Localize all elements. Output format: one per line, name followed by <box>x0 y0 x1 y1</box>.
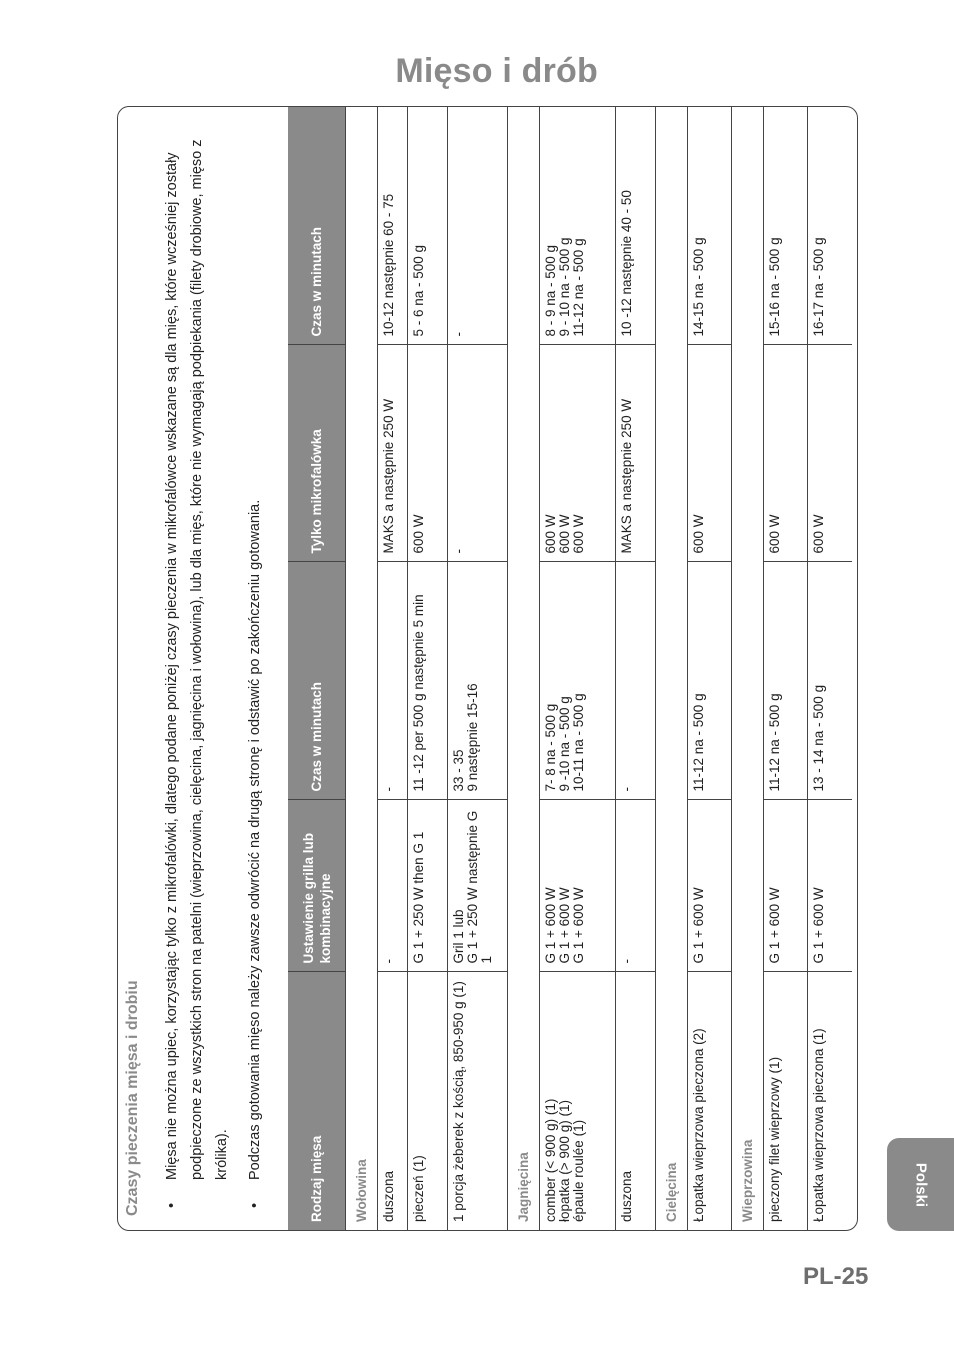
header-grill-time: Czas w minutach <box>288 562 346 800</box>
cell-grill-time: - <box>616 562 656 800</box>
cell-meat-type: duszona <box>616 972 656 1230</box>
cell-grill-time: 11-12 na - 500 g <box>764 562 808 800</box>
category-row <box>508 107 540 1230</box>
cooking-times-box <box>117 106 858 1231</box>
cell-grill-setting: Gril 1 lub G 1 + 250 W następnie G 1 <box>448 800 508 972</box>
table-row <box>764 107 808 1230</box>
table-row <box>540 107 616 1230</box>
cell-microwave-time: 5 - 6 na - 500 g <box>408 107 448 345</box>
cell-microwave-power: 600 W <box>408 345 448 562</box>
cell-microwave-power: 600 W <box>688 345 732 562</box>
cell-grill-time: - <box>378 562 408 800</box>
category-label: Wieprzowina <box>732 107 764 1230</box>
bullet-dot: • <box>247 1202 263 1208</box>
cell-microwave-time: 15-16 na - 500 g <box>764 107 808 345</box>
cell-meat-type: pieczeń (1) <box>408 972 448 1230</box>
cell-microwave-power: 600 W <box>764 345 808 562</box>
table-row <box>808 107 852 1230</box>
cell-grill-time: 7- 8 na - 500 g 9 -10 na - 500 g 10-11 na - 500 g <box>540 562 616 800</box>
cell-microwave-power: - <box>448 345 508 562</box>
cell-microwave-time: 14-15 na - 500 g <box>688 107 732 345</box>
table-row <box>378 107 408 1230</box>
cell-grill-setting: G 1 + 600 W <box>808 800 852 972</box>
bullet-dot: • <box>164 1202 180 1208</box>
category-row <box>732 107 764 1230</box>
header-meat-type: Rodzaj mięsa <box>288 972 346 1230</box>
table-row <box>616 107 656 1230</box>
bullet-text: Podczas gotowania mięso należy zawsze odwrócić na drugą stronę i odstawić po zakończeniu gotowania. <box>247 499 263 1180</box>
cell-grill-setting: G 1 + 600 W <box>764 800 808 972</box>
meat-cooking-table <box>288 107 852 1230</box>
cell-meat-type: duszona <box>378 972 408 1230</box>
table-row <box>408 107 448 1230</box>
bullet-item <box>243 121 268 1216</box>
cell-grill-setting: - <box>378 800 408 972</box>
cell-microwave-time: 16-17 na - 500 g <box>808 107 852 345</box>
category-label: Jagnięcina <box>508 107 540 1230</box>
cell-grill-time: 13 - 14 na - 500 g <box>808 562 852 800</box>
cell-meat-type: Łopatka wieprzowa pieczona (2) <box>688 972 732 1230</box>
cell-microwave-power: MAKS a następnie 250 W <box>616 345 656 562</box>
bullet-text: Mięsa nie można upiec, korzystając tylko z mikrofalówki, dlatego podane poniżej czasy pieczenia w mikrofalówce wskazane są dla mięs, które wcześniej zostały podpieczone ze wszystkich stron na patelni (wieprzowina, cielęcina, jagnięcina i wołowina), lub dla mięs, które nie wymagają podpiekania (filety drobiowe, mięso z królika). <box>164 139 230 1180</box>
cell-meat-type: comber (< 900 g) (1) łopatka (> 900 g) (1) épaule roulée (1) <box>540 972 616 1230</box>
cell-meat-type: Łopatka wieprzowa pieczona (1) <box>808 972 852 1230</box>
language-tab <box>887 1138 954 1231</box>
category-row <box>346 107 378 1230</box>
cell-meat-type: 1 porcja żeberek z kością, 850-950 g (1) <box>448 972 508 1230</box>
cell-microwave-power: 600 W <box>808 345 852 562</box>
cell-grill-setting: - <box>616 800 656 972</box>
cell-grill-setting: G 1 + 600 W <box>688 800 732 972</box>
section-title: Czasy pieczenia mięsa i drobiu <box>124 980 141 1216</box>
header-microwave-time: Czas w minutach <box>288 107 346 345</box>
cell-microwave-time: 10 -12 następnie 40 - 50 <box>616 107 656 345</box>
cell-microwave-power: MAKS a następnie 250 W <box>378 345 408 562</box>
cell-grill-setting: G 1 + 250 W then G 1 <box>408 800 448 972</box>
table-row <box>448 107 508 1230</box>
bullet-list <box>160 121 268 1216</box>
category-label: Cielęcina <box>656 107 688 1230</box>
cell-microwave-power: 600 W 600 W 600 W <box>540 345 616 562</box>
header-grill-setting: Ustawienie grilla lub kombinacyjne <box>288 800 346 972</box>
language-tab-label: Polski <box>912 1162 929 1207</box>
cell-grill-setting: G 1 + 600 W G 1 + 600 W G 1 + 600 W <box>540 800 616 972</box>
cell-grill-time: 33 - 35 9 następnie 15-16 <box>448 562 508 800</box>
page-title: Mięso i drób <box>395 52 598 90</box>
category-label: Wołowina <box>346 107 378 1230</box>
bullet-item <box>160 121 235 1216</box>
cell-microwave-time: - <box>448 107 508 345</box>
cell-grill-time: 11-12 na - 500 g <box>688 562 732 800</box>
cell-meat-type: pieczony filet wieprzowy (1) <box>764 972 808 1230</box>
cell-microwave-time: 8 - 9 na - 500 g 9 - 10 na - 500 g 11-12 na - 500 g <box>540 107 616 345</box>
table-row <box>688 107 732 1230</box>
page-number: PL-25 <box>803 1263 869 1290</box>
cell-grill-time: 11 -12 per 500 g następnie 5 min <box>408 562 448 800</box>
table-header-row <box>288 107 346 1230</box>
category-row <box>656 107 688 1230</box>
rotated-content <box>118 107 857 1230</box>
header-microwave-only: Tylko mikrofalówka <box>288 345 346 562</box>
cell-microwave-time: 10-12 następnie 60 - 75 <box>378 107 408 345</box>
